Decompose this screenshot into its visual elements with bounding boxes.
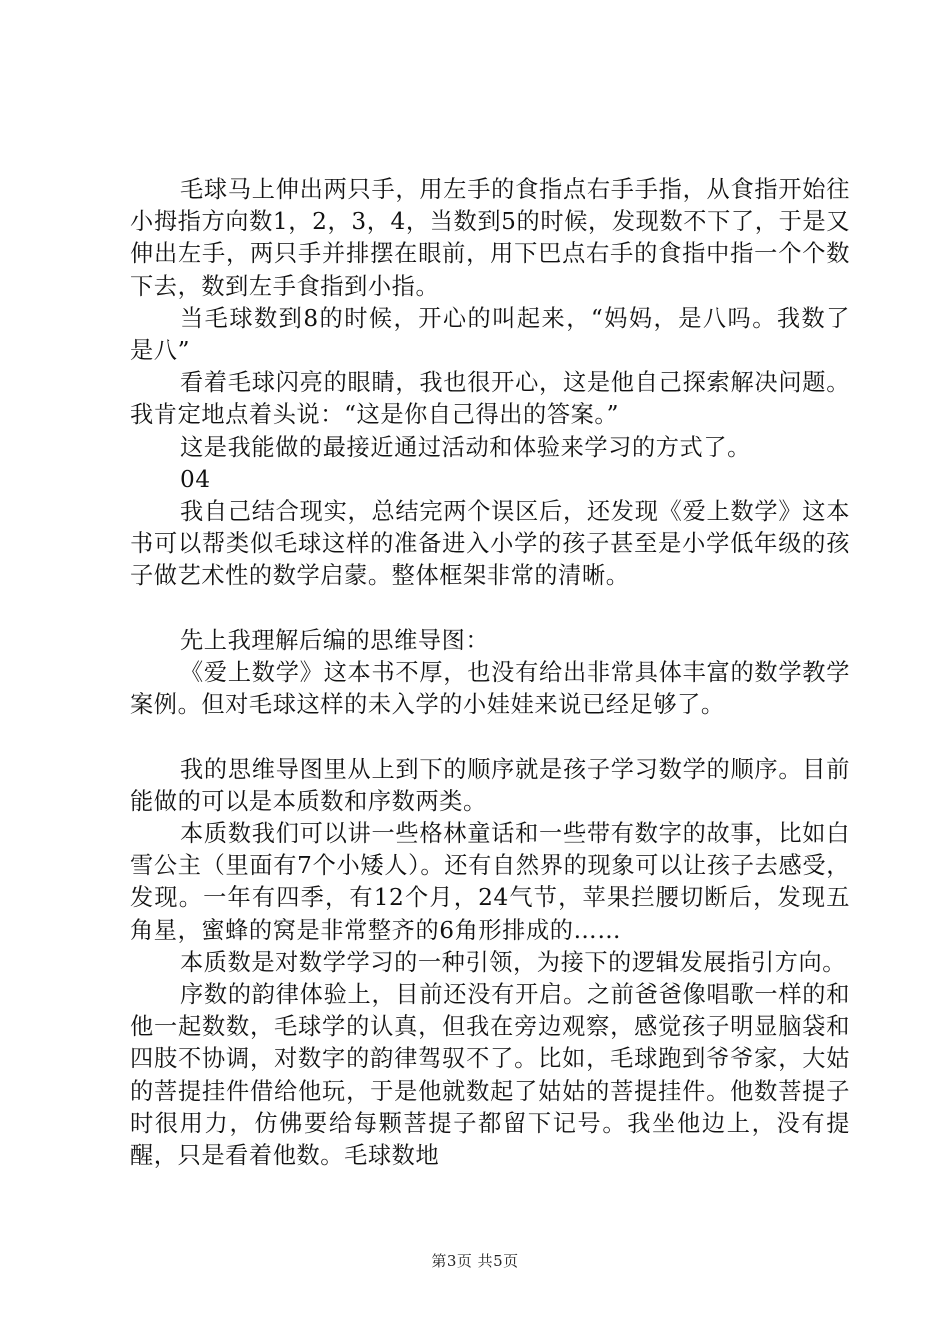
- paragraph-mind-map-intro: 先上我理解后编的思维导图：: [180, 626, 490, 654]
- paragraph-learning-method: 这是我能做的最接近通过活动和体验来学习的方式了。: [180, 433, 751, 461]
- page-footer: 第3页 共5页: [431, 1252, 519, 1270]
- paragraph-counting-fingers: 毛球马上伸出两只手，用左手的食指点右手手指，从食指开始往小拇指方向数1，2，3，4，当数到5的时候，发现数不下了，于是又伸出左手，两只手并排摆在眼前，用下巴点右手的食指中指一个个数下去，数到左手食指到小指。: [130, 176, 850, 300]
- section-number: 04: [180, 465, 211, 493]
- paragraph-mind-map-order: 我的思维导图里从上到下的顺序就是孩子学习数学的顺序。目前能做的可以是本质数和序数两类。: [130, 755, 850, 815]
- paragraph-book-thin: 《爱上数学》这本书不厚，也没有给出非常具体丰富的数学教学案例。但对毛球这样的未入学的小娃娃来说已经足够了。: [130, 659, 850, 719]
- paragraph-book-framework: 我自己结合现实，总结完两个误区后，还发现《爱上数学》这本书可以帮类似毛球这样的准备进入小学的孩子甚至是小学低年级的孩子做艺术性的数学启蒙。整体框架非常的清晰。: [130, 498, 850, 590]
- paragraph-essence-numbers: 本质数我们可以讲一些格林童话和一些带有数字的故事，比如白雪公主（里面有7个小矮人）。还有自然界的现象可以让孩子去感受，发现。一年有四季，有12个月，24气节，苹果拦腰切断后，发现五角星，蜜蜂的窝是非常整齐的6角形排成的……: [130, 820, 850, 944]
- paragraph-ordinal-rhythm: 序数的韵律体验上，目前还没有开启。之前爸爸像唱歌一样的和他一起数数，毛球学的认真，但我在旁边观察，感觉孩子明显脑袋和四肢不协调，对数字的韵律驾驭不了。比如，毛球跑到爷爷家，大姑的菩提挂件借给他玩，于是他就数起了姑姑的菩提挂件。他数菩提子时很用力，仿佛要给每颗菩提子都留下记号。我坐他边上，没有提醒，只是看着他数。毛球数地: [130, 981, 850, 1170]
- paragraph-essence-guidance: 本质数是对数学学习的一种引领，为接下的逻辑发展指引方向。: [180, 948, 847, 976]
- paragraph-counted-eight: 当毛球数到8的时候，开心的叫起来，“妈妈，是八吗。我数了是八”: [130, 304, 850, 365]
- paragraph-own-answer: 看着毛球闪亮的眼睛，我也很开心，这是他自己探索解决问题。我肯定地点着头说：“这是你自己得出的答案。”: [130, 369, 850, 429]
- document-body: [130, 174, 850, 1172]
